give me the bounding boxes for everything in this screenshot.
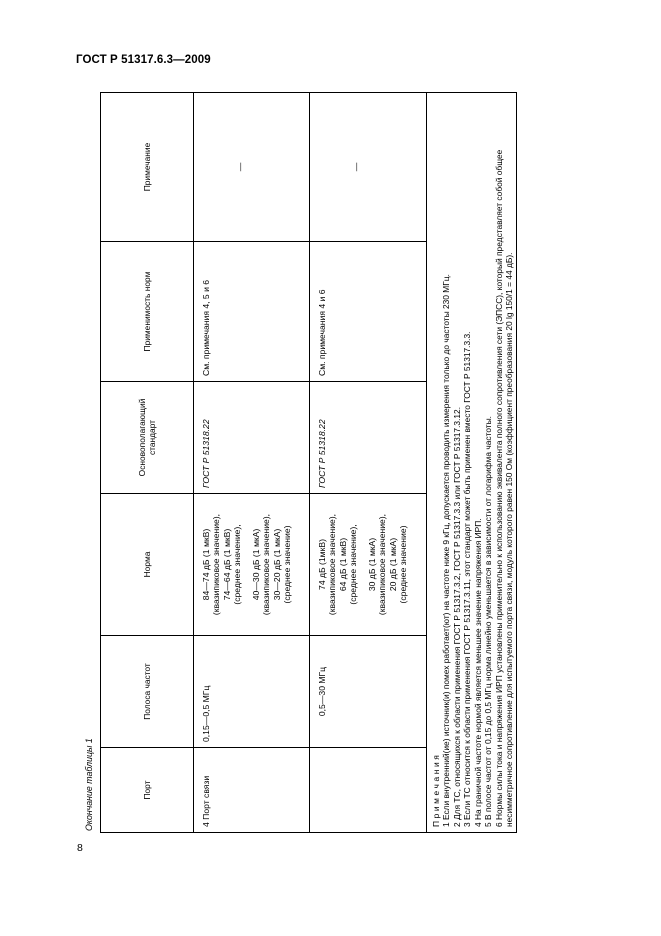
col-header-band: Полоса частот [101,636,194,748]
norm-line: (квазипиковое значение), [261,513,272,616]
norm-line: 74 дБ (1мкВ) [317,539,327,590]
col-header-norm: Норма [101,494,194,636]
col-header-standard: Основополагающий стандарт [101,382,194,494]
page-number: 8 [77,842,83,854]
norm-line: (среднее значение) [398,525,409,604]
note-item: 6 Нормы силы тока и напряжения ИРП установлены применительно к использованию эквивалента полного сопротивления сети (ЭПСС), который представляет собой общее несимметричное сопротивление для испытуемого порта связи, модуль которого равен 150 Ом (коэффициент преобразования 20 lg 150/1 = 44 дБ). [493,149,514,827]
norm-line: (квазипиковое значение), [377,513,388,616]
notes-row [427,93,517,833]
norm-line: 20 дБ (1 мкА) [387,537,398,592]
notes-cell [427,93,517,833]
col-header-applicability: Применимость норм [101,242,194,382]
norm-line: (квазипиковое значение), [211,513,222,616]
norm-line: (среднее значение) [282,525,293,604]
document-header: ГОСТ Р 51317.6.3—2009 [76,54,211,66]
norm-line: (квазипиковое значение), [327,513,338,616]
emission-limits-table [100,92,517,833]
norm-line: 64 дБ (1 мкВ) [337,537,348,592]
table-caption: Окончание таблицы 1 [84,738,94,831]
cell-port: 4 Порт связи [194,748,310,833]
cell-applicability: См. примечания 4 и 6 [310,242,427,382]
table-header-row [101,93,194,833]
cell-band: 0,15—0,5 МГц [194,636,310,748]
norm-line: 40—30 дБ (1 мкА) [250,528,261,601]
norm-line: 30—20 дБ (1 мкА) [271,528,282,601]
norm-line: (среднее значение), [232,524,243,605]
cell-norm [194,494,310,636]
table-row [310,93,427,833]
cell-band: 0,5—30 МГц [310,636,427,748]
cell-port [310,748,427,833]
cell-standard: ГОСТ Р 51318.22 [310,382,427,494]
cell-applicability: См. примечания 4, 5 и 6 [194,242,310,382]
rotated-table-block [84,93,514,833]
norm-line: 74—64 дБ (1 мкВ) [221,528,232,601]
norm-line: 30 дБ (1 мкА) [366,537,377,592]
norm-line: 84—74 дБ (1 мкВ) [201,528,211,601]
cell-norm [310,494,427,636]
note-item: 1 Если внутренний(ие) источник(и) помех работает(ют) на частоте ниже 9 кГц, допускается проводить измерения только до частоты 230 МГц. [441,274,452,827]
cell-standard: ГОСТ Р 51318.22 [194,382,310,494]
note-item: 4 На граничной частоте нормой является меньшее значение напряжения ИРП. [472,518,483,827]
col-header-note: Примечание [101,93,194,242]
note-item: 2 Для ТС, относящихся к области применения ГОСТ Р 51317.3.2, ГОСТ Р 51317.3.3 или ГОСТ Р 51317.3.12. [451,406,462,827]
col-header-port: Порт [101,748,194,833]
note-dash: — [351,162,361,172]
cell-note [310,93,427,242]
note-dash: — [235,162,245,172]
notes-title: Примечания [431,752,441,827]
cell-note [194,93,310,242]
table-row [194,93,310,833]
norm-line: (среднее значение), [348,524,359,605]
note-item: 5 В полосе частот от 0,15 до 0,5 МГц норма линейно уменьшается в зависимости от логарифма частоты. [483,416,494,827]
note-item: 3 Если ТС относится к области применения ГОСТ Р 51317.3.11, этот стандарт может быть применен вместо ГОСТ Р 51317.3.3. [462,331,473,827]
